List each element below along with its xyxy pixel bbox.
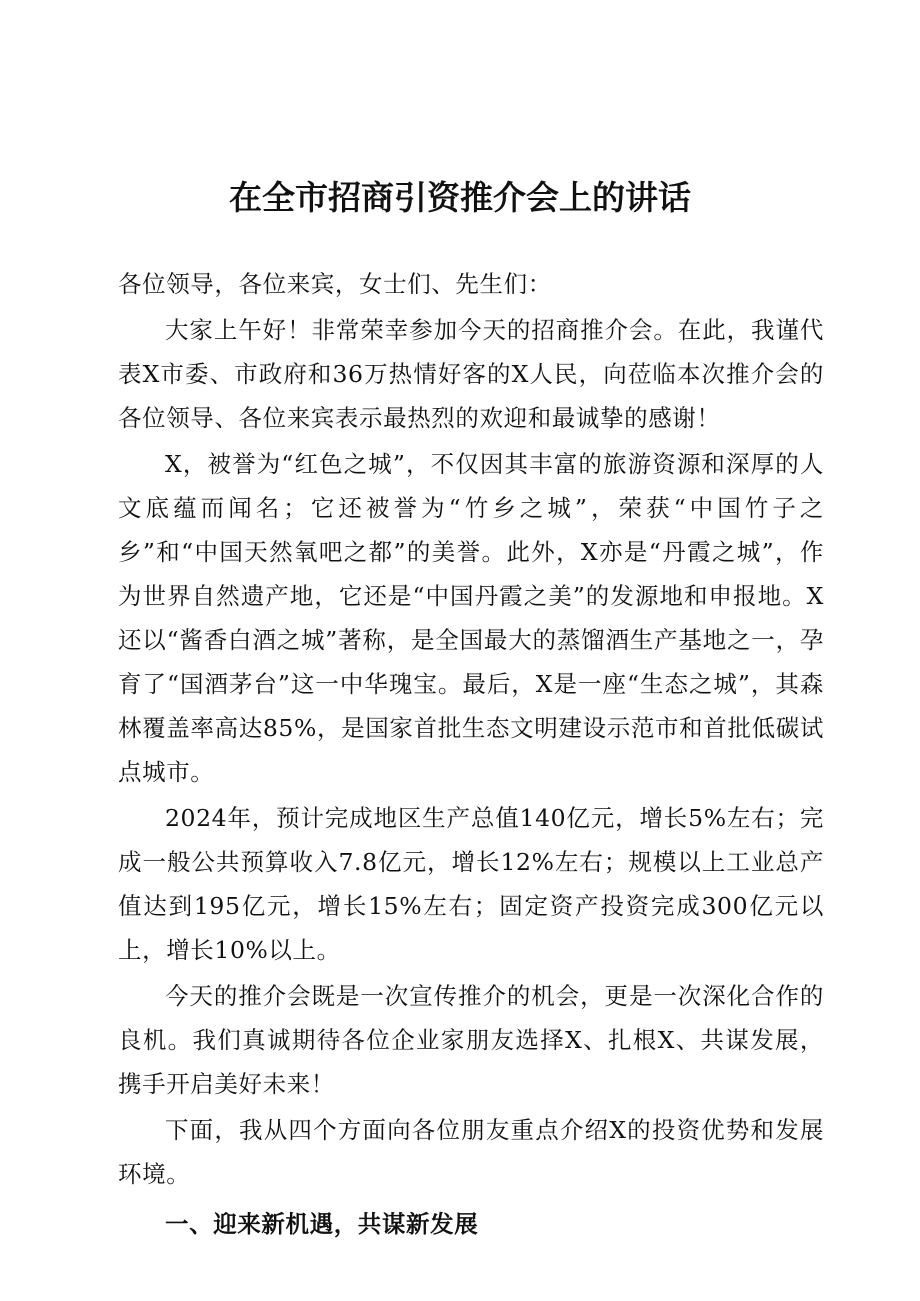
section-heading: 一、迎来新机遇，共谋新发展 [165, 1210, 479, 1238]
document-title: 在全市招商引资推介会上的讲话 [229, 178, 691, 217]
document-body [118, 262, 824, 1248]
paragraph-economic-stats: 2024年，预计完成地区生产总值140亿元，增长5%左右；完成一般公共预算收入7.8亿元，增长12%左右；规模以上工业总产值达到195亿元，增长15%左右；固定资产投资完成300亿元以上，增长10%以上。 [118, 804, 824, 964]
paragraph-welcome: 大家上午好！非常荣幸参加今天的招商推介会。在此，我谨代表X市委、市政府和36万热情好客的X人民，向莅临本次推介会的各位领导、各位来宾表示最热烈的欢迎和最诚挚的感谢！ [118, 316, 824, 432]
paragraph-introduction: 下面，我从四个方面向各位朋友重点介绍X的投资优势和发展环境。 [118, 1116, 824, 1188]
paragraph-invitation: 今天的推介会既是一次宣传推介的机会，更是一次深化合作的良机。我们真诚期待各位企业家朋友选择X、扎根X、共谋发展，携手开启美好未来！ [118, 982, 824, 1098]
paragraph-city-profile: X，被誉为“红色之城”，不仅因其丰富的旅游资源和深厚的人文底蕴而闻名；它还被誉为“竹乡之城”，荣获“中国竹子之乡”和“中国天然氧吧之都”的美誉。此外，X亦是“丹霞之城”，作为世界自然遗产地，它还是“中国丹霞之美”的发源地和申报地。X还以“酱香白酒之城”著称，是全国最大的蒸馏酒生产基地之一，孕育了“国酒茅台”这一中华瑰宝。最后，X是一座“生态之城”，其森林覆盖率高达85%，是国家首批生态文明建设示范市和首批低碳试点城市。 [118, 450, 824, 786]
greeting-line: 各位领导，各位来宾，女士们、先生们： [118, 270, 552, 298]
